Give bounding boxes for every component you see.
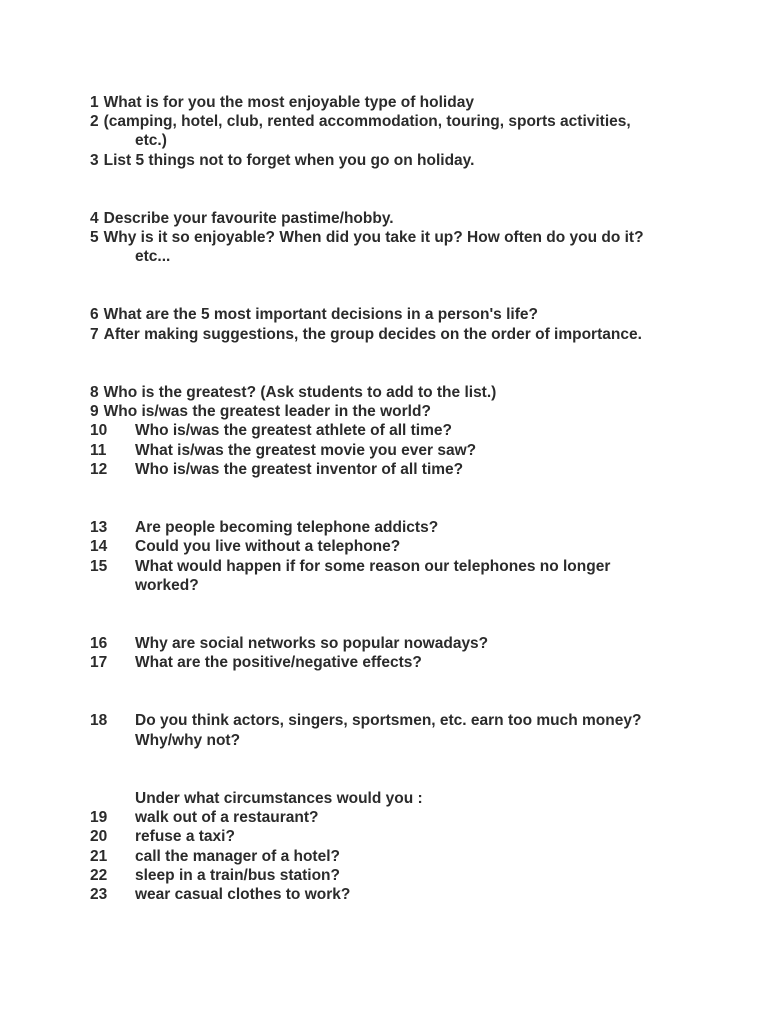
question-text: What would happen if for some reason our telephones no longer (135, 558, 611, 575)
question-text: Who is/was the greatest leader in the world? (103, 403, 431, 420)
question-number: 10 (90, 422, 108, 439)
question-number: 21 (90, 848, 108, 865)
question-number: 18 (90, 712, 108, 729)
question-number: 8 (90, 384, 99, 401)
question-number: 4 (90, 210, 99, 227)
question-12 (90, 460, 463, 479)
question-number: 14 (90, 538, 108, 555)
question-6 (90, 305, 538, 324)
question-13 (90, 518, 438, 537)
question-text: refuse a taxi? (135, 828, 235, 845)
question-text: Who is the greatest? (Ask students to add to the list.) (103, 384, 497, 401)
question-text: List 5 things not to forget when you go on holiday. (103, 152, 475, 169)
question-text: Are people becoming telephone addicts? (135, 519, 439, 536)
question-number: 22 (90, 867, 108, 884)
question-number: 7 (90, 326, 99, 343)
question-1 (90, 93, 474, 112)
question-text: What is/was the greatest movie you ever saw? (135, 442, 477, 459)
question-number: 3 (90, 152, 99, 169)
question-5-continuation: etc... (135, 248, 171, 265)
question-5 (90, 228, 644, 247)
question-number: 1 (90, 94, 99, 111)
question-15 (90, 557, 610, 576)
question-number: 13 (90, 519, 108, 536)
question-3 (90, 151, 474, 170)
question-number: 12 (90, 461, 108, 478)
question-number: 11 (90, 442, 107, 459)
question-number: 16 (90, 635, 108, 652)
question-text: walk out of a restaurant? (135, 809, 319, 826)
question-text: What are the 5 most important decisions in a person's life? (103, 306, 538, 323)
question-4 (90, 209, 394, 228)
question-text: Who is/was the greatest athlete of all time? (135, 422, 452, 439)
question-8 (90, 383, 496, 402)
question-number: 17 (90, 654, 108, 671)
question-23 (90, 885, 350, 904)
question-16 (90, 634, 488, 653)
question-18-continuation: Why/why not? (135, 732, 241, 749)
question-number: 20 (90, 828, 108, 845)
question-number: 19 (90, 809, 108, 826)
question-text: Could you live without a telephone? (135, 538, 401, 555)
question-number: 23 (90, 886, 108, 903)
question-10 (90, 421, 452, 440)
question-15-continuation: worked? (135, 577, 199, 594)
question-text: Who is/was the greatest inventor of all time? (135, 461, 464, 478)
question-text: call the manager of a hotel? (135, 848, 340, 865)
question-number: 5 (90, 229, 99, 246)
question-17 (90, 653, 422, 672)
question-text: (camping, hotel, club, rented accommodation, touring, sports activities, (103, 113, 631, 130)
question-text: Do you think actors, singers, sportsmen, etc. earn too much money? (135, 712, 642, 729)
question-9 (90, 402, 431, 421)
question-text: wear casual clothes to work? (135, 886, 351, 903)
question-text: What are the positive/negative effects? (135, 654, 422, 671)
question-number: 15 (90, 558, 108, 575)
question-number: 6 (90, 306, 99, 323)
question-text: After making suggestions, the group decides on the order of importance. (103, 326, 642, 343)
question-text: What is for you the most enjoyable type of holiday (103, 94, 474, 111)
question-number: 2 (90, 113, 99, 130)
question-11 (90, 441, 476, 460)
question-21 (90, 847, 340, 866)
question-18 (90, 711, 641, 730)
question-7 (90, 325, 642, 344)
question-text: sleep in a train/bus station? (135, 867, 340, 884)
circumstances-intro: Under what circumstances would you : (135, 790, 423, 807)
question-22 (90, 866, 340, 885)
question-number: 9 (90, 403, 99, 420)
question-2 (90, 112, 631, 131)
question-19 (90, 808, 318, 827)
question-text: Why is it so enjoyable? When did you take it up? How often do you do it? (103, 229, 644, 246)
question-text: Why are social networks so popular nowadays? (135, 635, 489, 652)
question-14 (90, 537, 400, 556)
question-text: Describe your favourite pastime/hobby. (103, 210, 394, 227)
question-20 (90, 827, 235, 846)
question-2-continuation: etc.) (135, 132, 167, 149)
